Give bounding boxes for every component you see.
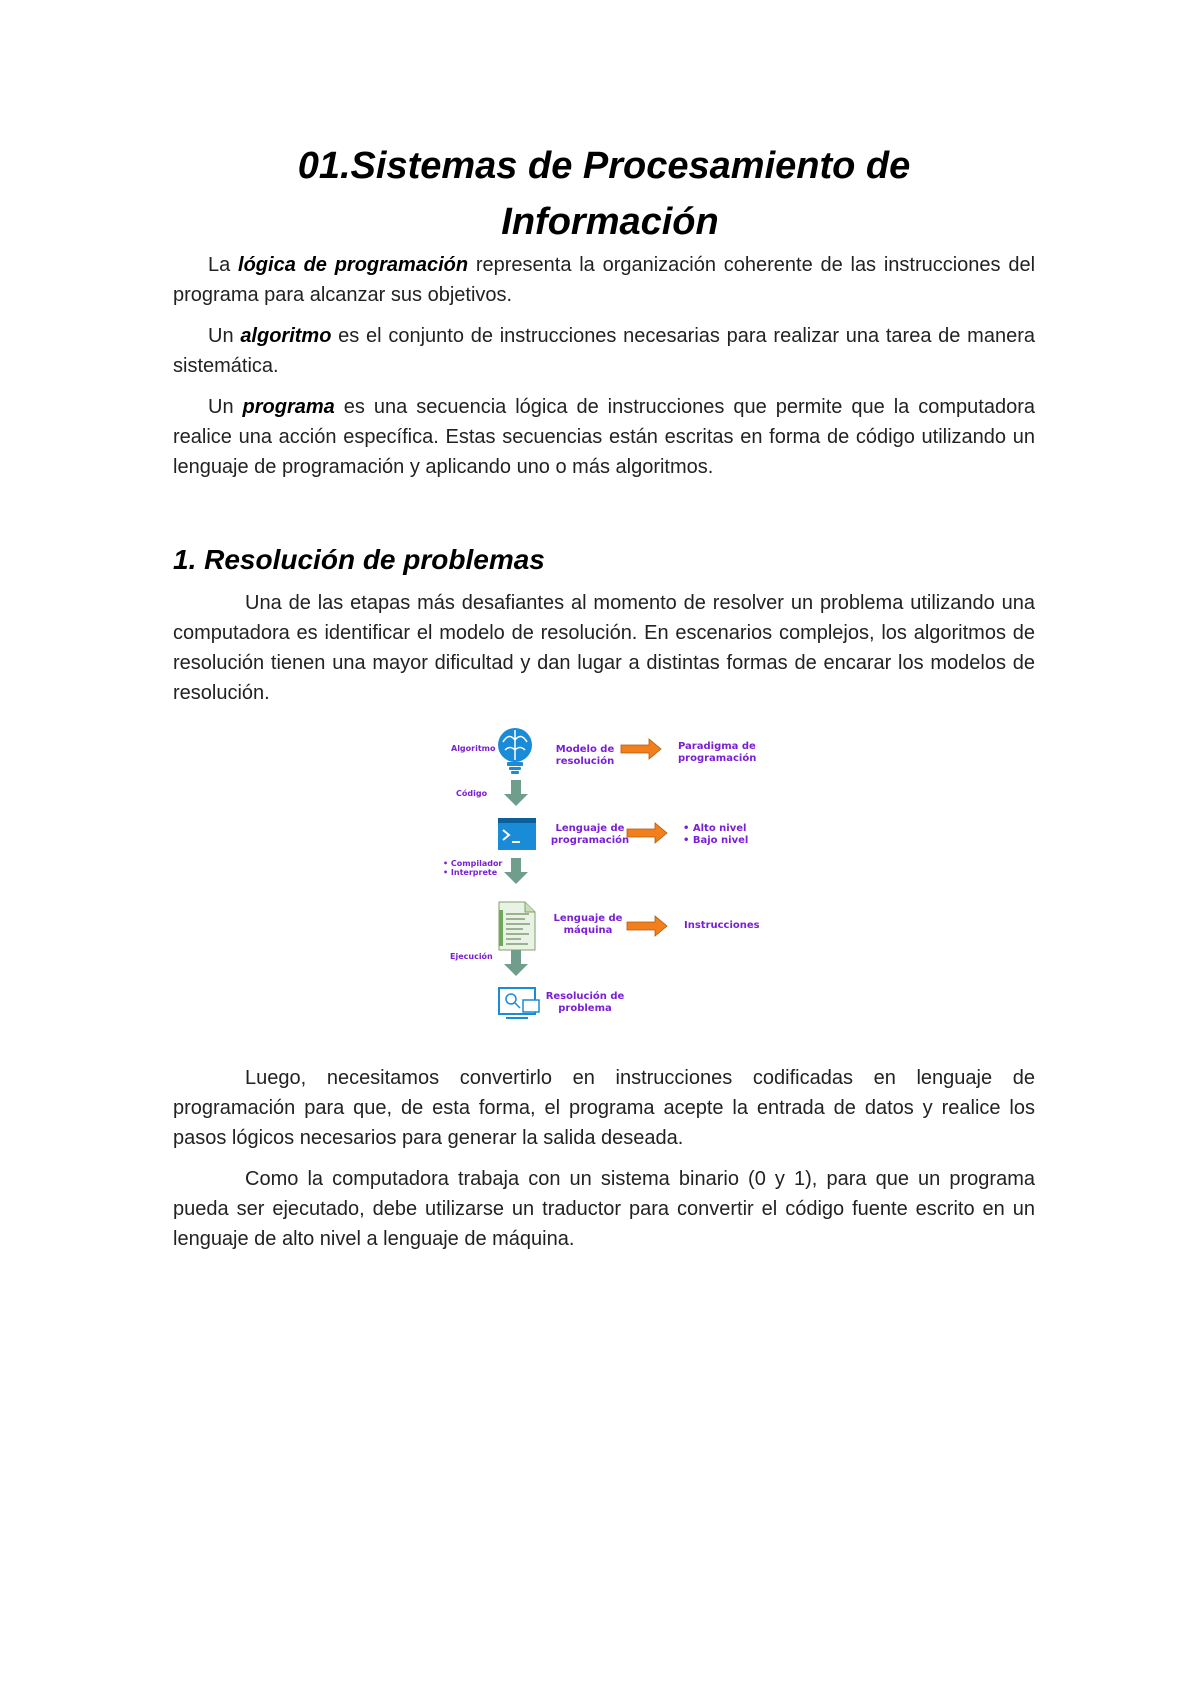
- resolution-flow-diagram: [173, 720, 1035, 1025]
- label-resolucion-problema: Resolución de problema: [545, 991, 625, 1014]
- title-line-1: 01.Sistemas de Procesamiento de: [297, 145, 911, 187]
- label-algoritmo: Algoritmo: [451, 744, 496, 753]
- page-title: [173, 138, 1035, 250]
- label-compilador: • Compilador: [443, 859, 503, 868]
- monitor-icon: [499, 988, 539, 1018]
- lightbulb-brain-icon: [498, 728, 532, 774]
- section-paragraph-3: Como la computadora trabaja con un sistema binario (0 y 1), para que un programa pueda ser ejecutado, debe utilizarse un traductor para convertir el código fuente escrito en un lenguaje de alto nivel a lenguaje de máquina.: [173, 1168, 1035, 1250]
- arrow-down-icon: [504, 950, 528, 976]
- page-content: [173, 138, 1035, 1265]
- text-run: representa la organización coherente de las instrucciones del programa para alcanzar sus objetivos.: [173, 254, 1036, 306]
- text-run: Un: [208, 325, 241, 347]
- intro-paragraph-algoritmo: [173, 321, 1035, 381]
- code-file-icon: [499, 902, 535, 950]
- arrow-down-icon: [504, 858, 528, 884]
- keyword-logica: lógica de programación: [238, 254, 469, 276]
- label-interprete: • Interprete: [443, 868, 498, 877]
- arrow-down-icon: [504, 780, 528, 806]
- label-paradigma: Paradigma de programación: [678, 741, 757, 764]
- label-bajo-nivel: • Bajo nivel: [683, 835, 749, 846]
- intro-paragraph-logica: [173, 250, 1035, 310]
- label-lenguaje-programacion: Lenguaje de programación: [550, 823, 630, 846]
- label-ejecucion: Ejecución: [450, 952, 493, 961]
- title-line-2: Información: [501, 201, 719, 243]
- keyword-programa: programa: [242, 396, 335, 418]
- section-paragraph-2: Luego, necesitamos convertirlo en instrucciones codificadas en lenguaje de programación para que, de esta forma, el programa acepte la entrada de datos y realice los pasos lógicos necesarios para generar la salida deseada.: [173, 1067, 1035, 1149]
- text-run: es el conjunto de instrucciones necesarias para realizar una tarea de manera sistemática.: [173, 325, 1035, 377]
- section-paragraph-1: Una de las etapas más desafiantes al momento de resolver un problema utilizando una computadora es identificar el modelo de resolución. En escenarios complejos, los algoritmos de resolución tienen una mayor dificultad y dan lugar a distintas formas de encarar los modelos de resolución.: [173, 592, 1035, 704]
- terminal-icon: [498, 818, 536, 850]
- keyword-algoritmo: algoritmo: [240, 325, 332, 347]
- label-instrucciones: Instrucciones: [684, 920, 760, 931]
- label-alto-nivel: • Alto nivel: [683, 823, 747, 834]
- label-modelo-resolucion: Modelo de resolución: [555, 744, 615, 767]
- label-codigo: Código: [456, 789, 488, 798]
- text-run: es una secuencia lógica de instrucciones que permite que la computadora realice una acción específica. Estas secuencias están escritas en forma de código utilizando un lenguaje de programación y aplicando uno o más algoritmos.: [173, 396, 1035, 478]
- label-lenguaje-maquina: Lenguaje de máquina: [553, 913, 623, 936]
- intro-paragraph-programa: [173, 392, 1035, 482]
- section-heading: 1. Resolución de problemas: [173, 544, 545, 575]
- text-run: Un: [208, 396, 243, 418]
- text-run: La: [208, 254, 239, 276]
